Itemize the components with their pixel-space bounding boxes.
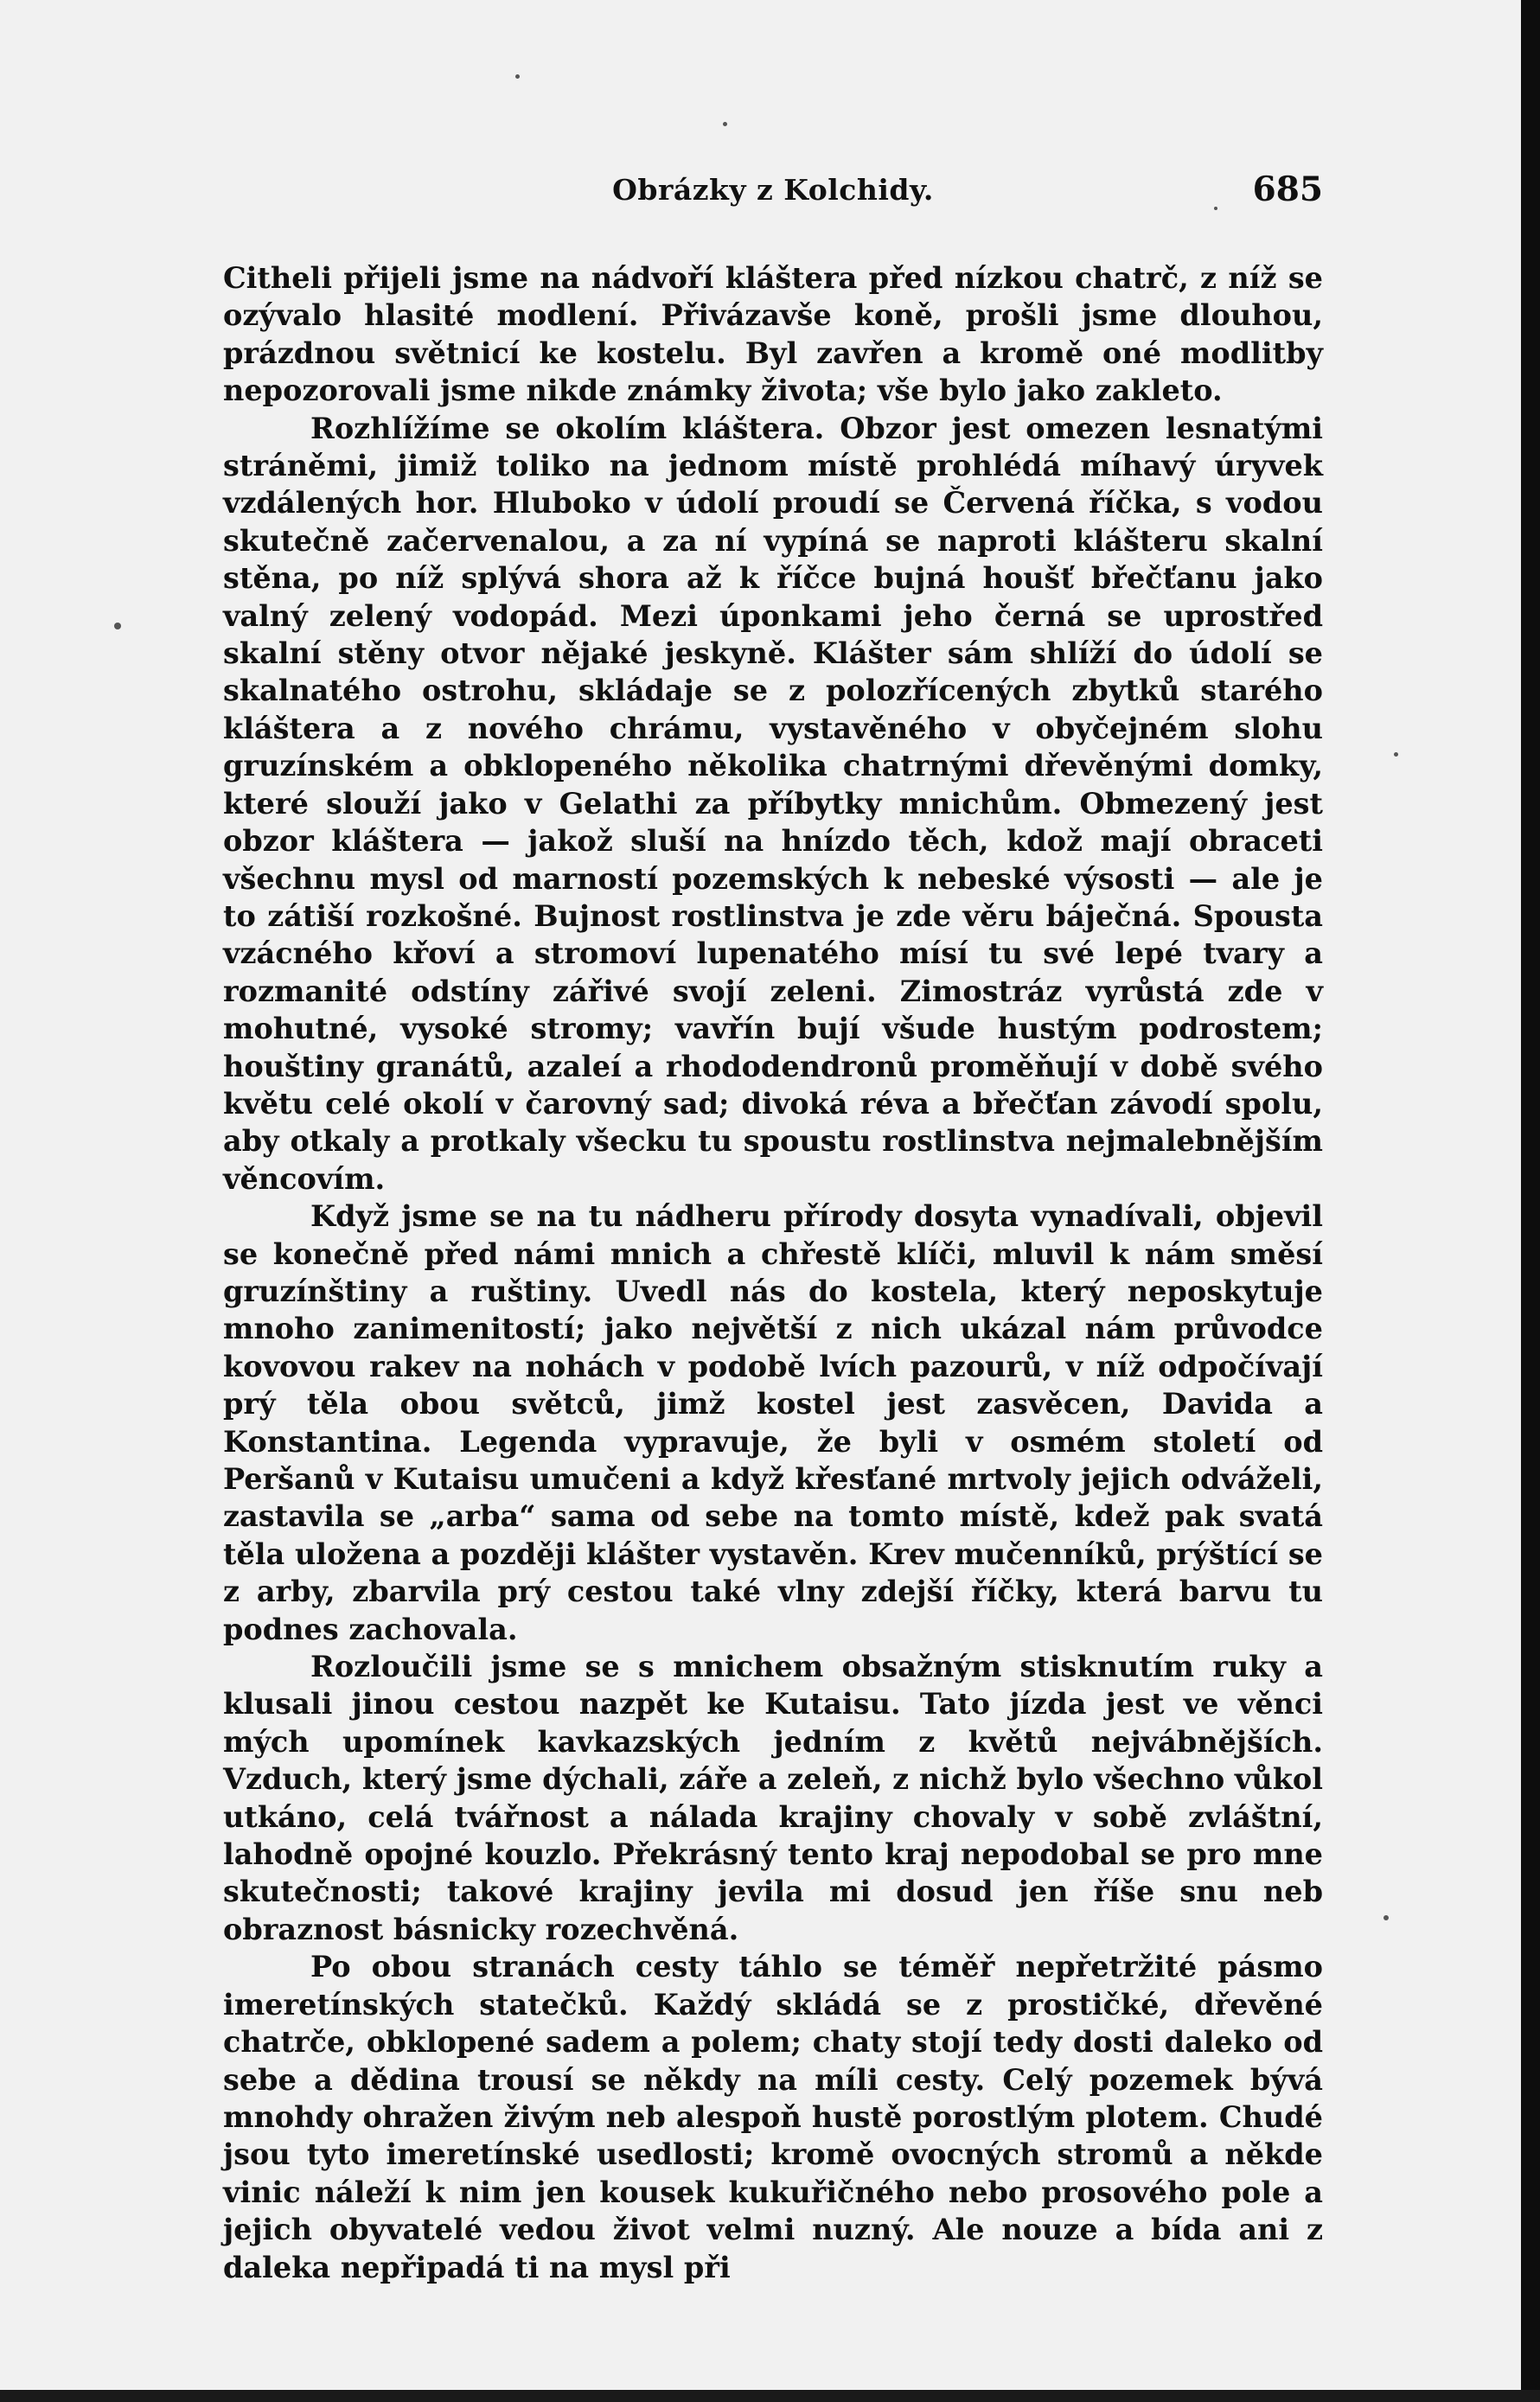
scan-border-bottom <box>0 2390 1540 2402</box>
running-title: Obrázky z Kolchidy. <box>612 173 934 207</box>
scan-border-right <box>1521 0 1540 2402</box>
scan-speck <box>114 623 121 629</box>
scan-speck <box>515 74 520 79</box>
paragraph: Rozloučili jsme se s mnichem obsažným stisknutím ruky a klusali jinou cestou nazpět ke Kutaisu. Tato jízda jest ve věnci mých upomínek kavkazských jedním z květů nejvábnějších. Vzduch, který jsme dýchali, záře a zeleň, z nichž bylo všechno vůkol utkáno, celá tvářnost a nálada krajiny chovaly v sobě zvláštní, lahodně opojné kouzlo. Překrásný tento kraj nepodobal se pro mne skutečnosti; takové krajiny jevila mi dosud jen říše snu neb obraznost básnicky rozechvěná. <box>223 1650 1323 1946</box>
paragraph: Po obou stranách cesty táhlo se téměř nepřetržité pásmo imeretínských statečků. Každý skládá se z prostičké, dřevěné chatrče, obklopené sadem a polem; chaty stojí tedy dosti daleko od sebe a dědina trousí se někdy na míli cesty. Celý pozemek bývá mnohdy ohražen živým neb alespoň hustě porostlým plotem. Chudé jsou tyto imeretínské usedlosti; kromě ovocných stromů a někde vinic náleží k nim jen kousek kukuřičného nebo prosového pole a jejich obyvatelé vedou život velmi nuzný. Ale nouze a bída ani z daleka nepřipadá ti na mysl při <box>223 1950 1323 2284</box>
scan-speck <box>1394 752 1398 757</box>
paragraph: Rozhlížíme se okolím kláštera. Obzor jest omezen lesnatými stráněmi, jimiž toliko na jednom místě prohlédá míhavý úryvek vzdálených hor. Hluboko v údolí proudí se Červená říčka, s vodou skutečně začervenalou, a za ní vypíná se naproti klášteru skalní stěna, po níž splývá shora až k říčce bujná houšť břečťanu jako valný zelený vodopád. Mezi úponkami jeho černá se uprostřed skalní stěny otvor nějaké jeskyně. Klášter sám shlíží do údolí se skalnatého ostrohu, skládaje se z polozřícených zbytků starého kláštera a z nového chrámu, vystavěného v obyčejném slohu gruzínském a obklopeného několika chatrnými dřevěnými domky, které slouží jako v Gelathi za příbytky mnichům. Obmezený jest obzor kláštera — jakož sluší na hnízdo těch, kdož mají obraceti všechnu mysl od marností pozemských k nebeské výsosti — ale je to zátiší rozkošné. Bujnost rostlinstva je zde věru báječná. Spousta vzácného křoví a stromoví lupenatého mísí tu své lepé tvary a rozmanité odstíny zářivé svojí zeleni. Zimostráz vyrůstá zde v mohutné, vysoké stromy; vavřín bují všude hustým podrostem; houštiny granátů, azaleí a rhododendronů proměňují v době svého květu celé okolí v čarovný sad; divoká réva a břečťan závodí spolu, aby otkaly a protkaly všecku tu spoustu rostlinstva nejmalebnějším věncovím. <box>223 411 1323 1196</box>
page-number: 685 <box>1252 169 1323 209</box>
running-header <box>223 169 1323 218</box>
scan-speck <box>1383 1915 1389 1920</box>
paragraph: Když jsme se na tu nádheru přírody dosyta vynadívali, objevil se konečně před námi mnich a chřestě klíči, mluvil k nám směsí gruzínštiny a ruštiny. Uvedl nás do kostela, který neposkytuje mnoho zanimenitostí; jako největší z nich ukázal nám průvodce kovovou rakev na nohách v podobě lvích pazourů, v níž odpočívají prý těla obou světců, jimž kostel jest zasvěcen, Davida a Konstantina. Legenda vypravuje, že byli v osmém století od Peršanů v Kutaisu umučeni a když křesťané mrtvoly jejich odváželi, zastavila se „arba“ sama od sebe na tomto místě, kdež pak svatá těla uložena a později klášter vystavěn. Krev mučenníků, prýštící se z arby, zbarvila prý cestou také vlny zdejší říčky, která barvu tu podnes zachovala. <box>223 1199 1323 1646</box>
paragraph: Citheli přijeli jsme na nádvoří kláštera před nízkou chatrč, z níž se ozývalo hlasité modlení. Přivázavše koně, prošli jsme dlouhou, prázdnou světnicí ke kostelu. Byl zavřen a kromě oné modlitby nepozorovali jsme nikde známky života; vše bylo jako zakleto. <box>223 261 1323 408</box>
body-text <box>223 259 1323 2286</box>
scan-speck <box>723 122 727 126</box>
book-page <box>223 169 1323 2286</box>
